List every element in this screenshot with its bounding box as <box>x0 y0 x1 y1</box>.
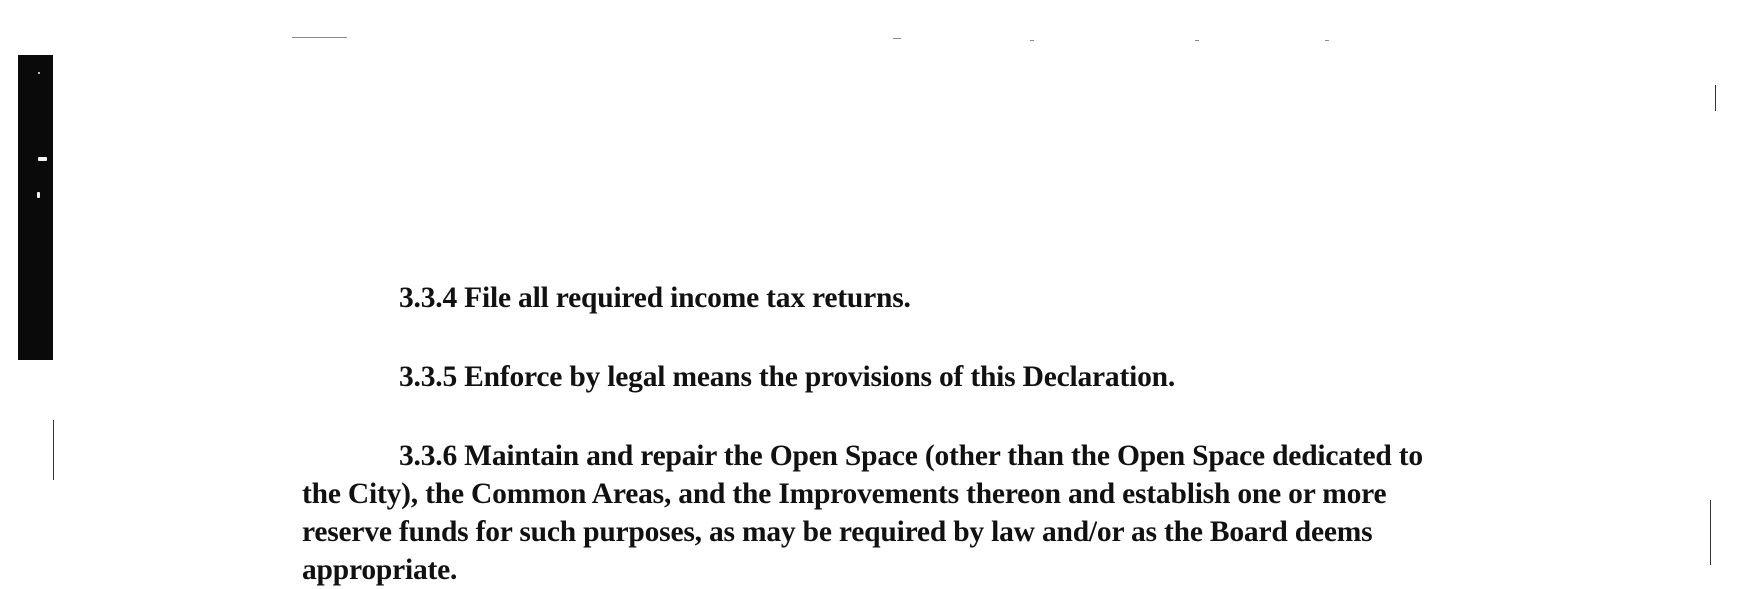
scan-dots-top <box>292 37 347 38</box>
scan-dots-top <box>1195 40 1199 41</box>
scan-margin-line-right-bottom <box>1710 500 1711 565</box>
scan-margin-line-right-top <box>1715 85 1716 111</box>
scan-speck <box>38 72 40 74</box>
scan-speck <box>37 192 40 198</box>
section-3-3-6-line-1: 3.3.6 Maintain and repair the Open Space (other than the Open Space dedicated to <box>399 440 1423 472</box>
scan-dots-top <box>893 38 901 39</box>
scan-dots-top <box>1030 40 1034 41</box>
scan-speck <box>38 157 47 161</box>
section-3-3-6-line-4: appropriate. <box>302 554 458 586</box>
scan-margin-bar <box>18 55 53 360</box>
scan-margin-line-left <box>53 420 54 480</box>
section-3-3-5: 3.3.5 Enforce by legal means the provisions of this Declaration. <box>399 361 1176 393</box>
section-3-3-6-line-3: reserve funds for such purposes, as may be required by law and/or as the Board deems <box>302 516 1373 548</box>
section-3-3-6-line-2: the City), the Common Areas, and the Improvements thereon and establish one or more <box>302 478 1387 510</box>
scan-dots-top <box>1325 40 1329 41</box>
section-3-3-4: 3.3.4 File all required income tax returns. <box>399 282 911 314</box>
